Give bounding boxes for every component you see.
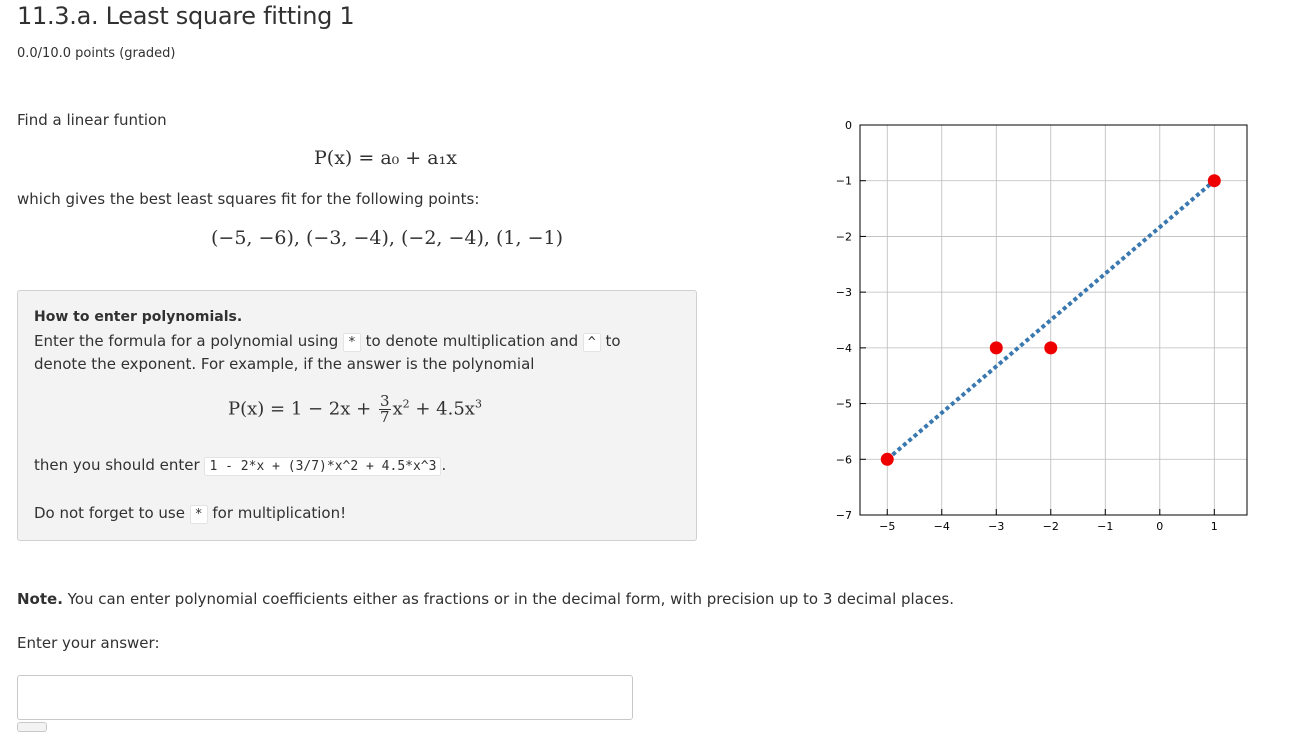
- hint-text: to denote multiplication and: [365, 332, 579, 350]
- y-tick-label: −2: [835, 230, 852, 244]
- chart-frame: [860, 125, 1247, 515]
- exp-code: ^: [583, 333, 601, 352]
- data-point: [1208, 174, 1221, 187]
- note: [17, 590, 954, 608]
- example-fraction: [379, 394, 391, 425]
- problem-intro: Find a linear funtion: [17, 111, 167, 129]
- x-tick-label: −5: [879, 520, 896, 533]
- x-tick-label: 0: [1156, 520, 1164, 533]
- hint-line-1: [34, 332, 621, 350]
- y-tick-label: −5: [835, 397, 852, 411]
- hint-box: [17, 290, 697, 541]
- note-text: You can enter polynomial coefficients either as fractions or in the decimal form, with precision up to 3 decimal places.: [62, 590, 954, 608]
- points-list: (−5, −6), (−3, −4), (−2, −4), (1, −1): [211, 227, 564, 249]
- frac-num: 3: [379, 392, 390, 410]
- points-intro: which gives the best least squares fit for the following points:: [17, 190, 480, 208]
- hint-line-2: denote the exponent. For example, if the answer is the polynomial: [34, 355, 535, 373]
- least-squares-chart: [830, 110, 1255, 540]
- y-tick-label: −3: [835, 286, 852, 300]
- answer-input[interactable]: [17, 675, 633, 720]
- hint-text: for multiplication!: [212, 504, 347, 522]
- example-cube: 3: [474, 397, 482, 411]
- frac-den: 7: [379, 408, 390, 426]
- x-tick-label: −3: [988, 520, 1005, 533]
- answer-label: Enter your answer:: [17, 634, 160, 652]
- y-tick-label: −1: [835, 174, 852, 188]
- data-point: [1044, 341, 1057, 354]
- x-tick-label: −4: [933, 520, 950, 533]
- y-tick-label: −6: [835, 453, 852, 467]
- data-point: [990, 341, 1003, 354]
- x-tick-label: 1: [1210, 520, 1218, 533]
- example-sq: 2: [402, 397, 410, 411]
- reminder-code: *: [190, 505, 208, 524]
- example-formula: [228, 394, 482, 425]
- hint-text: Enter the formula for a polynomial using: [34, 332, 339, 350]
- points-status: 0.0/10.0 points (graded): [17, 46, 176, 61]
- hint-text: then you should enter: [34, 456, 200, 474]
- example-tail: + 4.5x: [409, 398, 475, 420]
- then-line: [34, 456, 446, 474]
- reminder-line: [34, 504, 346, 522]
- data-point: [881, 453, 894, 466]
- y-tick-label: −4: [835, 341, 852, 355]
- formula-rhs: a₀ + a₁x: [380, 147, 457, 169]
- hint-title: How to enter polynomials.: [34, 309, 243, 325]
- chart-grid: [860, 125, 1247, 515]
- submit-button[interactable]: [17, 722, 47, 732]
- entry-example-code: 1 - 2*x + (3/7)*x^2 + 4.5*x^3: [204, 457, 441, 476]
- example-lhs: P(x) = 1 − 2x +: [228, 398, 377, 420]
- y-tick-label: −7: [835, 509, 852, 522]
- hint-text: Do not forget to use: [34, 504, 185, 522]
- x-tick-label: −2: [1042, 520, 1059, 533]
- formula: [314, 147, 457, 169]
- hint-text: .: [441, 456, 447, 474]
- hint-text: to: [605, 332, 621, 350]
- y-tick-label: 0: [845, 119, 852, 132]
- mult-code: *: [343, 333, 361, 352]
- page-title: 11.3.a. Least square fitting 1: [17, 2, 355, 30]
- x-tick-label: −1: [1097, 520, 1114, 533]
- note-bold: Note.: [17, 590, 63, 608]
- example-x: x: [392, 398, 403, 420]
- formula-lhs: P(x) =: [314, 147, 381, 169]
